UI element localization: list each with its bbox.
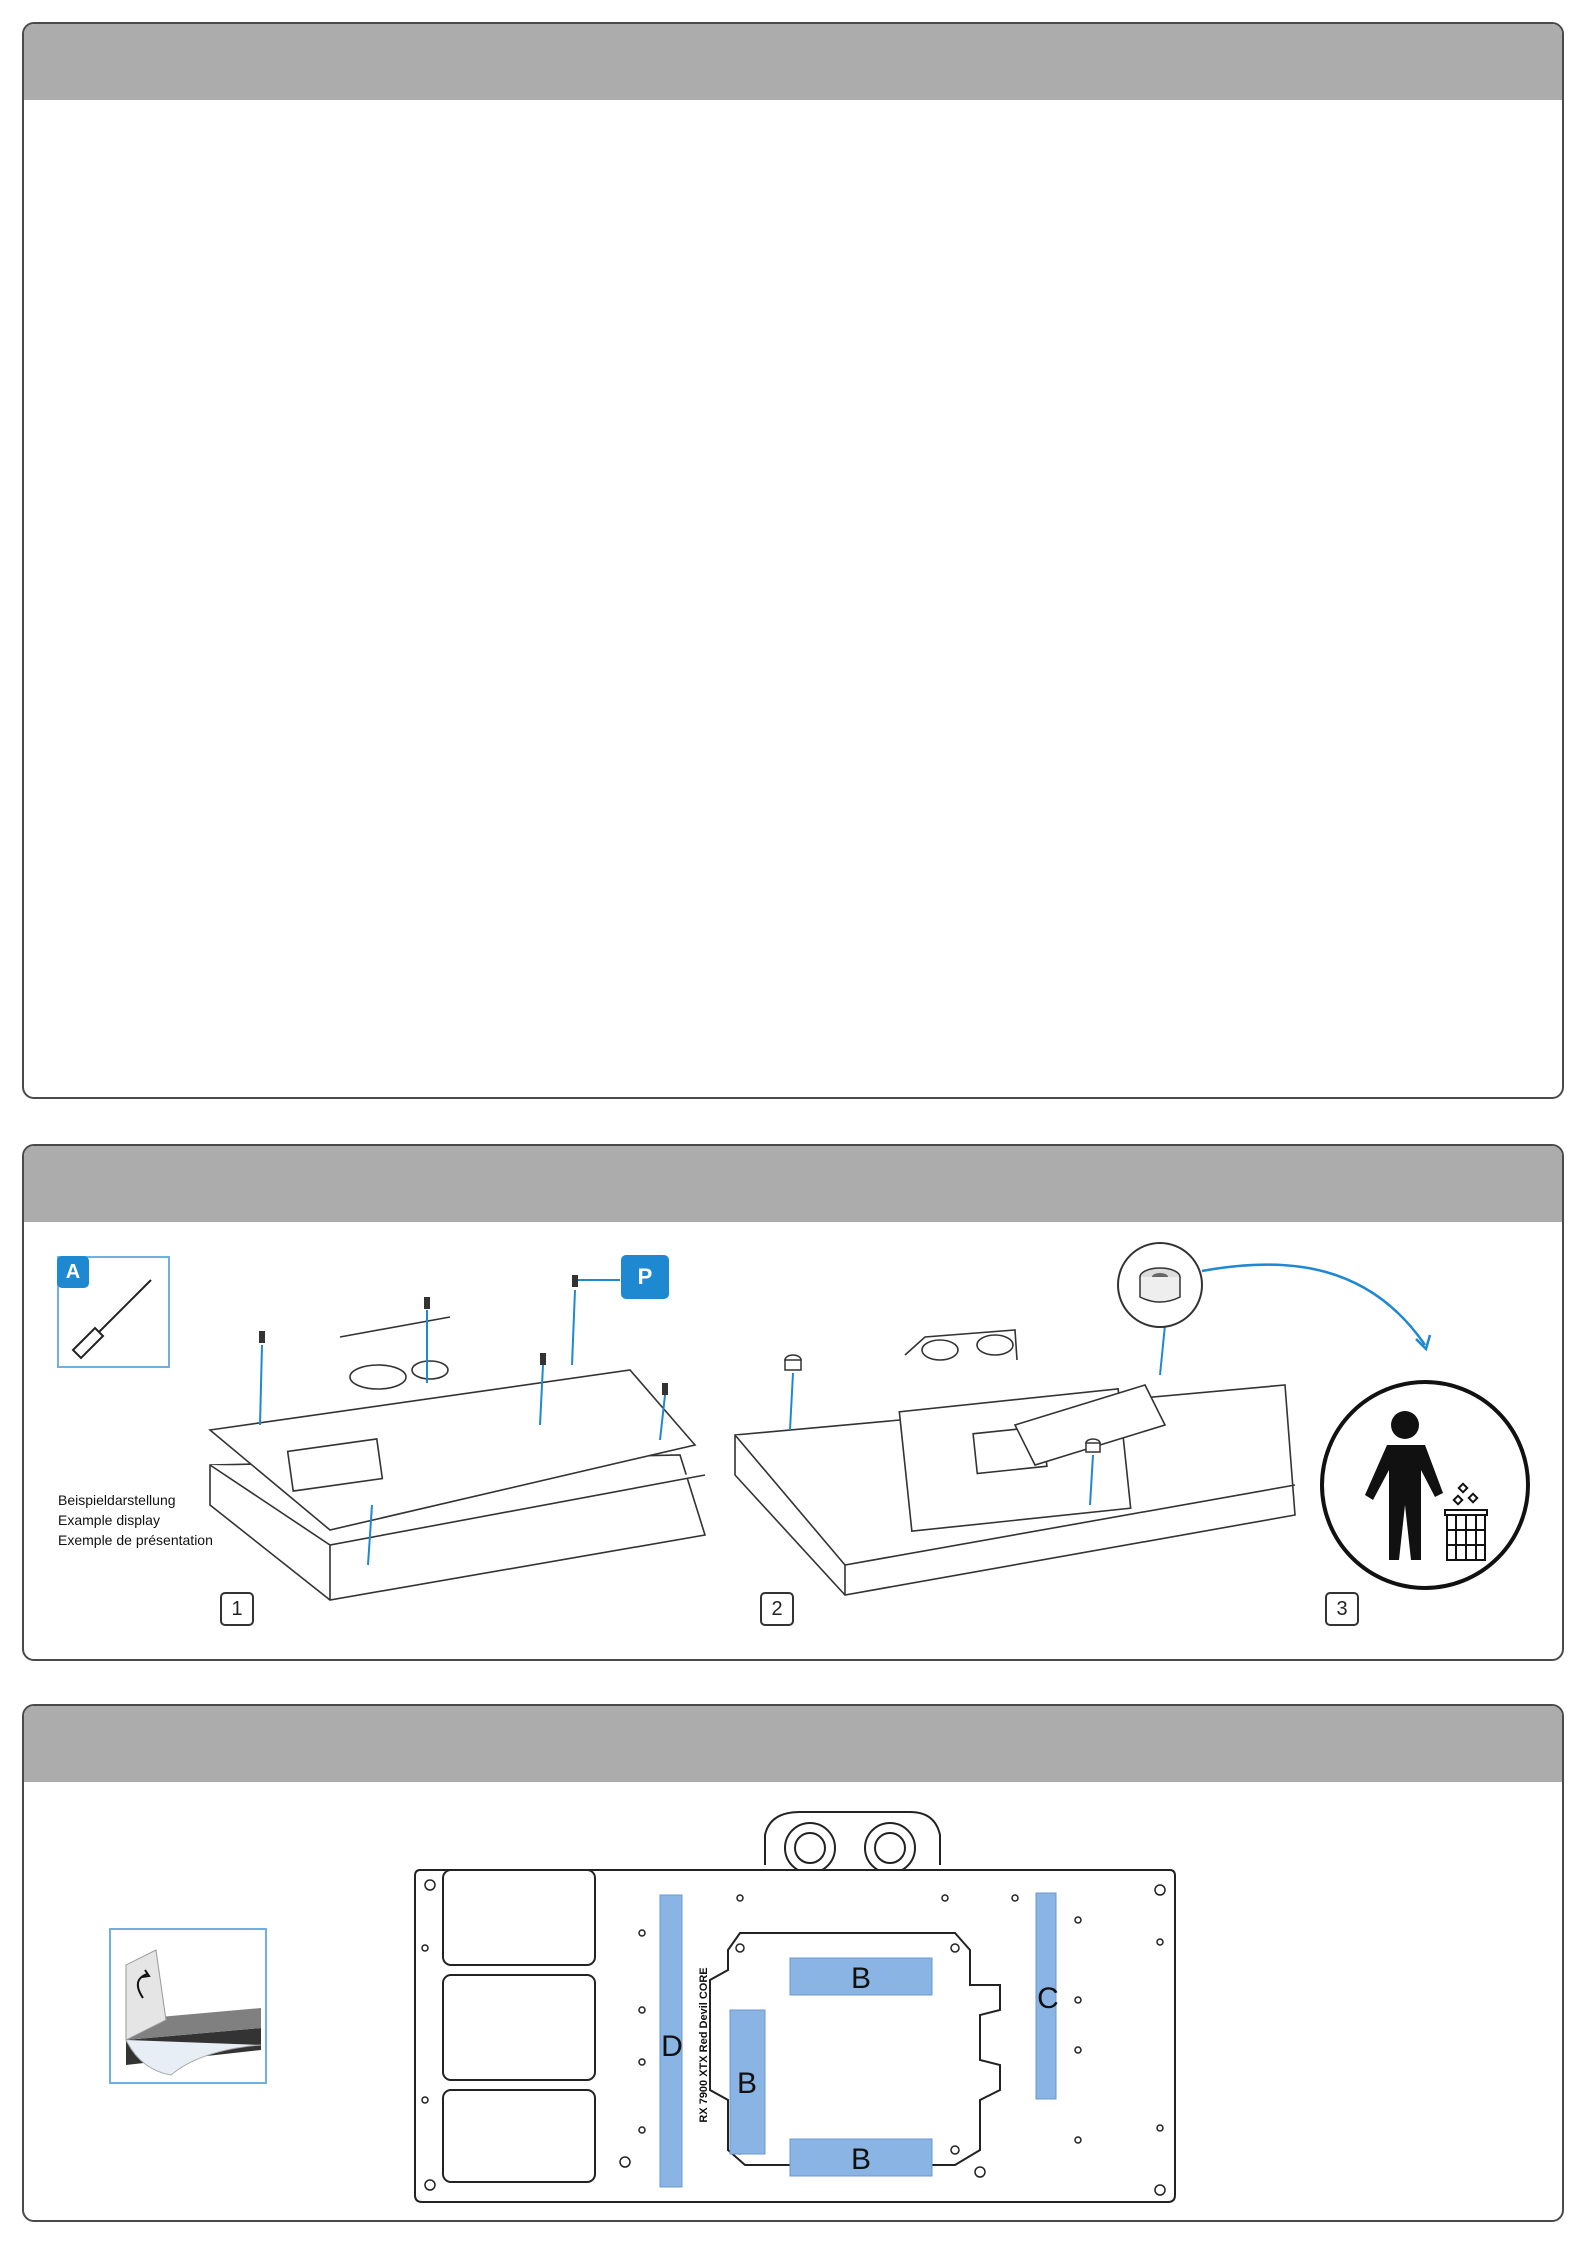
example-line-de: Beispieldarstellung: [58, 1492, 176, 1508]
gpu-cooler-plate: [410, 1800, 1190, 2210]
step-number-3: 3: [1325, 1592, 1359, 1626]
tool-box: [57, 1256, 170, 1368]
pad-label-d: D: [661, 2030, 683, 2063]
pad-label-b-left: B: [736, 2067, 758, 2100]
card-model-label: RX 7900 XTX Red Devil CORE: [698, 1967, 710, 2123]
step1-illustration: [190, 1245, 710, 1605]
thermal-pad-peel-icon: [111, 1930, 265, 2082]
pad-peel-box: [109, 1928, 267, 2084]
insert-zoom: [1110, 1235, 1450, 1355]
example-line-en: Example display: [58, 1512, 160, 1528]
step-number-1: 1: [220, 1592, 254, 1626]
step-number-2: 2: [760, 1592, 794, 1626]
panel-header: [24, 24, 1562, 100]
recycle-bin-icon: [1315, 1375, 1535, 1595]
pad-label-b-top: B: [850, 1962, 872, 1995]
tool-badge: A: [57, 1256, 89, 1288]
pad-label-b-bottom: B: [850, 2143, 872, 2176]
panel-header: [24, 1706, 1562, 1782]
pad-label-c: C: [1037, 1982, 1059, 2015]
example-line-fr: Exemple de présentation: [58, 1532, 213, 1548]
panel-header: [24, 1146, 1562, 1222]
part-badge: P: [621, 1255, 669, 1299]
panel-blank: [22, 22, 1564, 1099]
screwdriver-icon: [59, 1258, 168, 1366]
panel-body: [24, 100, 1562, 1097]
